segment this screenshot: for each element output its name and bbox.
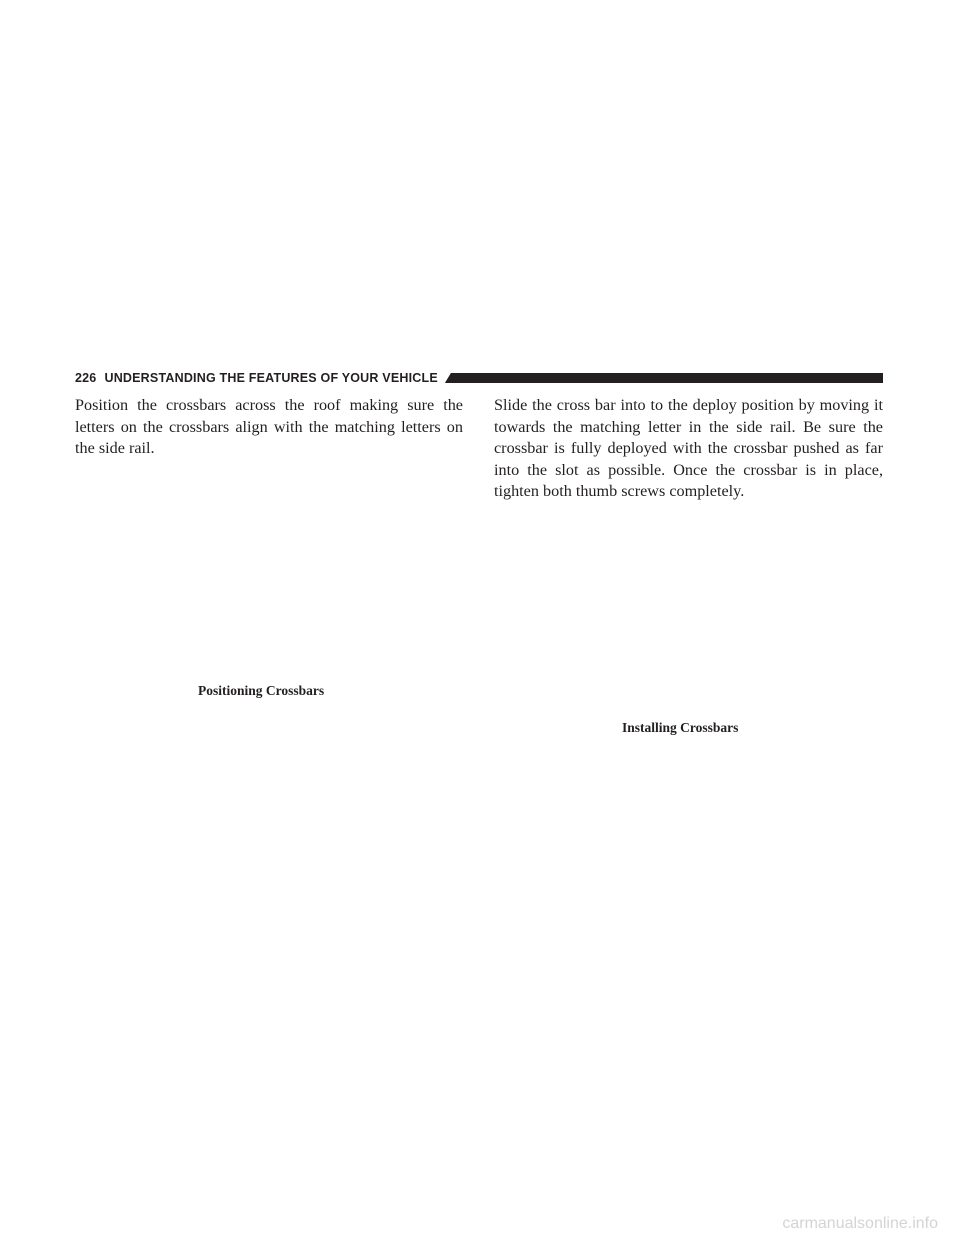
left-column-paragraph: Position the crossbars across the roof making sure the letters on the crossbars align with the matching letters on the side rail.: [75, 396, 463, 458]
right-column-paragraph: Slide the cross bar into to the deploy position by moving it towards the matching letter in the side rail. Be sure the crossbar is fully deployed with the crossbar pushed as far into the slot as possible. Once the crossbar is in place, tighten both thumb screws completely.: [494, 396, 883, 501]
figure-caption-positioning: Positioning Crossbars: [198, 683, 325, 698]
watermark: carmanualsonline.info: [782, 1215, 938, 1232]
section-title: UNDERSTANDING THE FEATURES OF YOUR VEHICLE: [104, 371, 438, 385]
page-number: 226: [75, 371, 97, 385]
figure-caption-installing: Installing Crossbars: [622, 720, 739, 735]
page-header: [75, 370, 883, 386]
header-rule: [445, 373, 883, 383]
